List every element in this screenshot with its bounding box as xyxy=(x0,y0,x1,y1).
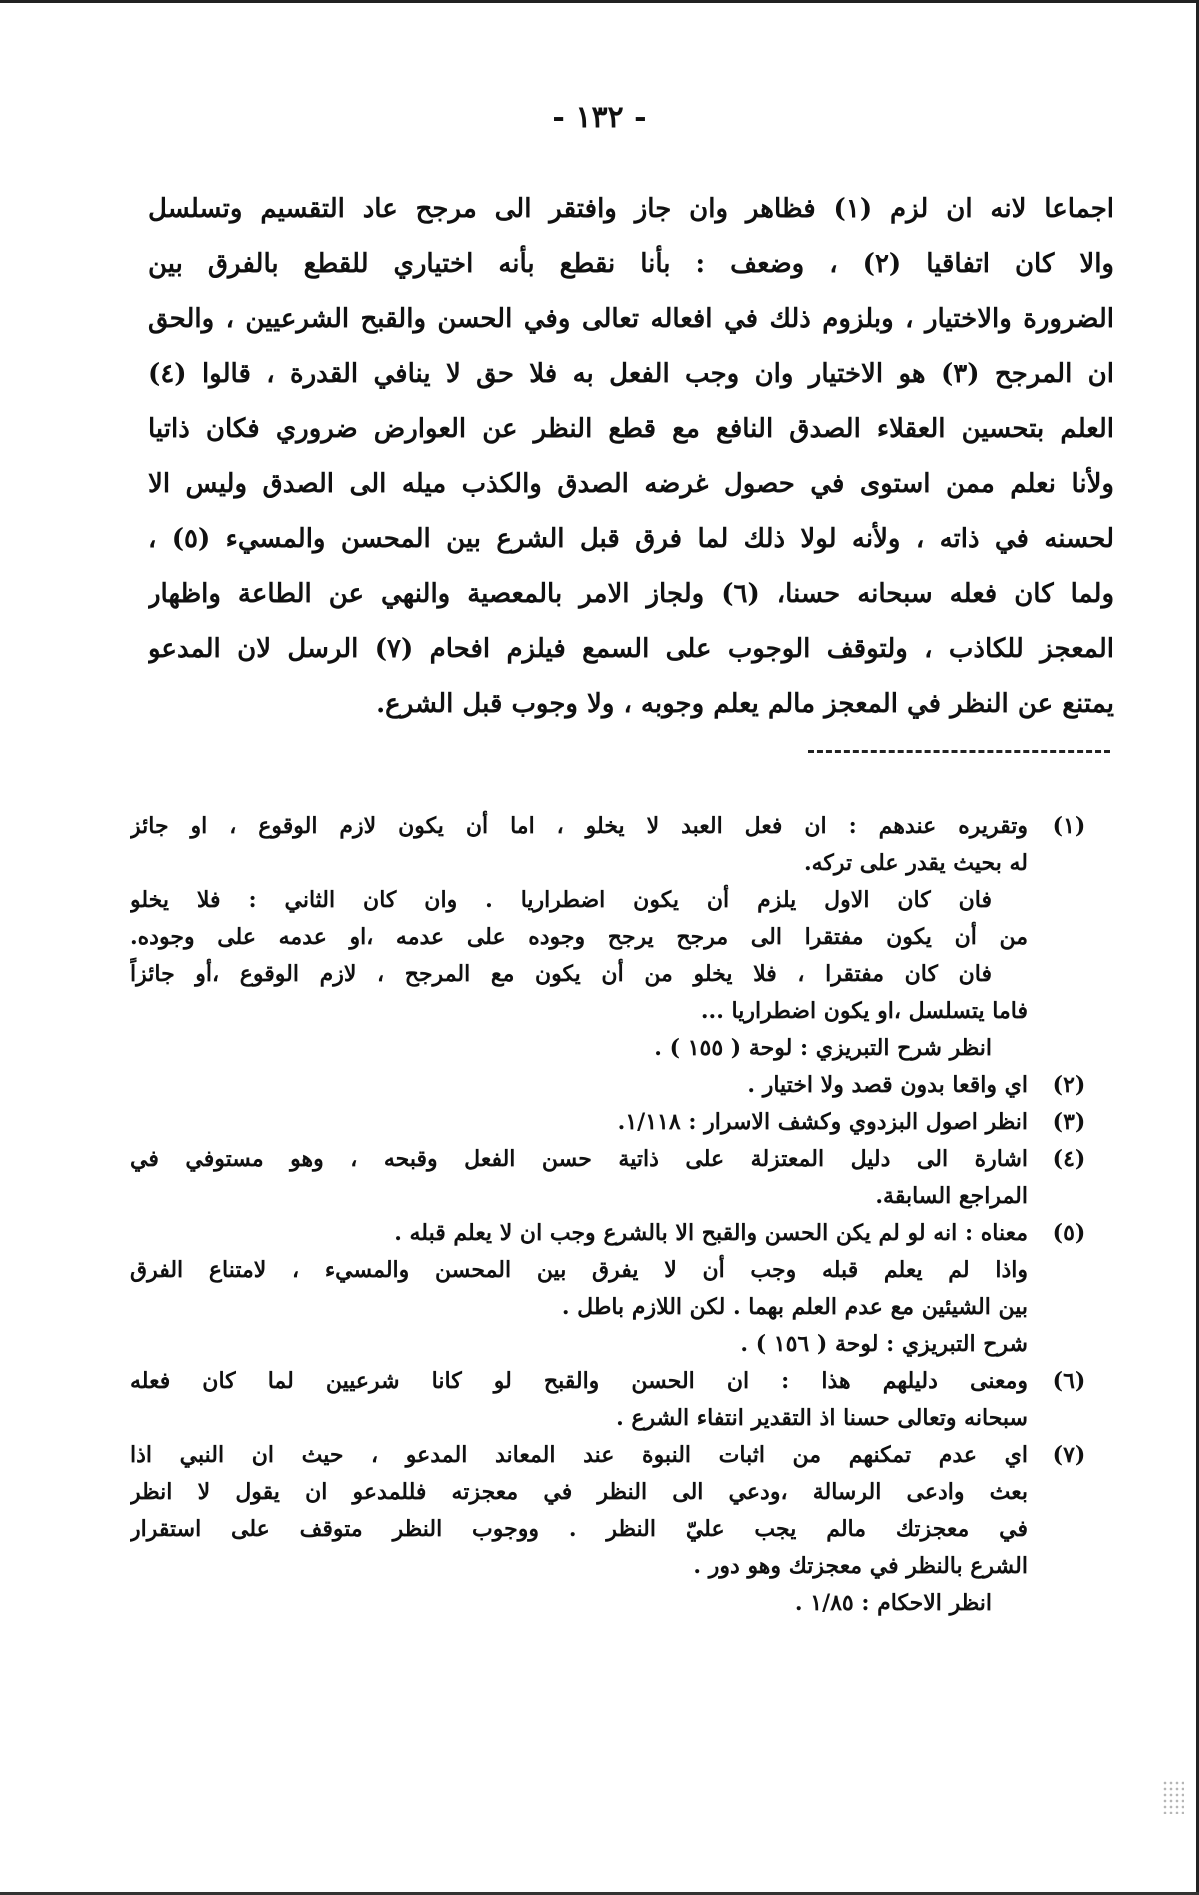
footnote-line: انظر الاحكام : ١/٨٥ . xyxy=(794,1590,992,1616)
footnote-line: اشارة الى دليل المعتزلة على ذاتية حسن الفعل وقبحه ، وهو مستوفي في xyxy=(130,1146,1028,1172)
footnote-line: من أن يكون مفتقرا الى مرجح يرجح وجوده على عدمه ،او عدمه على وجوده. xyxy=(130,924,1028,950)
footnote-line: الشرع بالنظر في معجزتك وهو دور . xyxy=(693,1553,1028,1579)
body-line: ولأنا نعلم ممن استوى في حصول غرضه الصدق والكذب ميله الى الصدق وليس الا xyxy=(148,469,1114,499)
footnote-number: (٢) xyxy=(1052,1072,1086,1098)
footnote-line: معناه : انه لو لم يكن الحسن والقبح الا بالشرع وجب ان لا يعلم قبله . xyxy=(394,1220,1028,1246)
footnote-number: (٦) xyxy=(1052,1368,1086,1394)
footnote-line: اي واقعا بدون قصد ولا اختيار . xyxy=(747,1072,1028,1098)
footnote-number: (٣) xyxy=(1052,1109,1086,1135)
main-text xyxy=(148,182,1114,732)
footnote-body xyxy=(130,1104,1028,1141)
scan-speck xyxy=(1162,1780,1184,1814)
footnote-line: فان كان مفتقرا ، فلا يخلو من أن يكون مع المرجح ، لازم الوقوع ،أو جائزاً xyxy=(130,961,992,987)
footnote-number: (٤) xyxy=(1052,1146,1086,1172)
footnote-number: (٧) xyxy=(1052,1442,1086,1468)
body-line: الضرورة والاختيار ، وبلزوم ذلك في افعاله تعالى وفي الحسن والقبح الشرعيين ، والحق xyxy=(148,304,1114,334)
footnote-line: بين الشيئين مع عدم العلم بهما . لكن اللازم باطل . xyxy=(561,1294,1028,1320)
footnote-body xyxy=(130,1363,1028,1437)
footnote-line: اي عدم تمكنهم من اثبات النبوة عند المعاند المدعو ، حيث ان النبي اذا xyxy=(130,1442,1028,1468)
footnote-line: له بحيث يقدر على تركه. xyxy=(803,850,1028,876)
footnote-line: في معجزتك مالم يجب عليّ النظر . ووجوب النظر متوقف على استقرار xyxy=(130,1516,1028,1542)
footnote-line: انظر شرح التبريزي : لوحة ( ١٥٥ ) . xyxy=(654,1035,992,1061)
footnote xyxy=(130,1141,1110,1215)
footnote-separator xyxy=(808,750,1110,753)
footnote-body xyxy=(130,808,1028,1067)
body-line: ان المرجح (٣) هو الاختيار وان وجب الفعل به فلا حق لا ينافي القدرة ، قالوا (٤) xyxy=(148,359,1114,389)
scan-edge-top xyxy=(0,0,1199,3)
footnote-line: واذا لم يعلم قبله وجب أن لا يفرق بين المحسن والمسيء ، لامتناع الفرق xyxy=(130,1257,1028,1283)
body-line: ولما كان فعله سبحانه حسنا، (٦) ولجاز الامر بالمعصية والنهي عن الطاعة واظهار xyxy=(148,579,1114,609)
body-line: يمتنع عن النظر في المعجز مالم يعلم وجوبه ، ولا وجوب قبل الشرع. xyxy=(376,689,1114,719)
footnote-line: سبحانه وتعالى حسنا اذ التقدير انتفاء الشرع . xyxy=(616,1405,1028,1431)
footnote-body xyxy=(130,1141,1028,1215)
footnote-line: فان كان الاول يلزم أن يكون اضطراريا . وان كان الثاني : فلا يخلو xyxy=(130,887,992,913)
footnotes xyxy=(130,808,1110,1622)
body-line: العلم بتحسين العقلاء الصدق النافع مع قطع النظر عن العوارض ضروري فكان ذاتيا xyxy=(148,414,1114,444)
body-line: والا كان اتفاقيا (٢) ، وضعف : بأنا نقطع بأنه اختياري للقطع بالفرق بين xyxy=(148,249,1114,279)
footnote-line: المراجع السابقة. xyxy=(875,1183,1028,1209)
footnote-line: انظر اصول البزدوي وكشف الاسرار : ١/١١٨. xyxy=(617,1109,1028,1135)
footnote-line: ومعنى دليلهم هذا : ان الحسن والقبح لو كانا شرعيين لما كان فعله xyxy=(130,1368,1028,1394)
footnote xyxy=(130,1437,1110,1622)
footnote xyxy=(130,1215,1110,1363)
footnote-line: شرح التبريزي : لوحة ( ١٥٦ ) . xyxy=(740,1331,1028,1357)
footnote-number: (١) xyxy=(1052,813,1086,839)
footnote-number: (٥) xyxy=(1052,1220,1086,1246)
footnote xyxy=(130,1104,1110,1141)
footnote-line: بعث وادعى الرسالة ،ودعي الى النظر في معجزته فللمدعو ان يقول لا انظر xyxy=(130,1479,1028,1505)
footnote-line: فاما يتسلسل ،او يكون اضطراريا ... xyxy=(700,998,1028,1024)
footnote-line: وتقريره عندهم : ان فعل العبد لا يخلو ، اما أن يكون لازم الوقوع ، او جائز xyxy=(130,813,1028,839)
footnote-body xyxy=(130,1067,1028,1104)
body-line: المعجز للكاذب ، ولتوقف الوجوب على السمع فيلزم افحام (٧) الرسل لان المدعو xyxy=(148,634,1114,664)
page-number: - ١٣٢ - xyxy=(552,100,647,135)
footnote xyxy=(130,1067,1110,1104)
footnote-body xyxy=(130,1215,1028,1363)
body-line: لحسنه في ذاته ، ولأنه لولا ذلك لما فرق قبل الشرع بين المحسن والمسيء (٥) ، xyxy=(148,524,1114,554)
footnote xyxy=(130,808,1110,1067)
body-line: اجماعا لانه ان لزم (١) فظاهر وان جاز وافتقر الى مرجح عاد التقسيم وتسلسل xyxy=(148,194,1114,224)
footnote-body xyxy=(130,1437,1028,1622)
footnote xyxy=(130,1363,1110,1437)
